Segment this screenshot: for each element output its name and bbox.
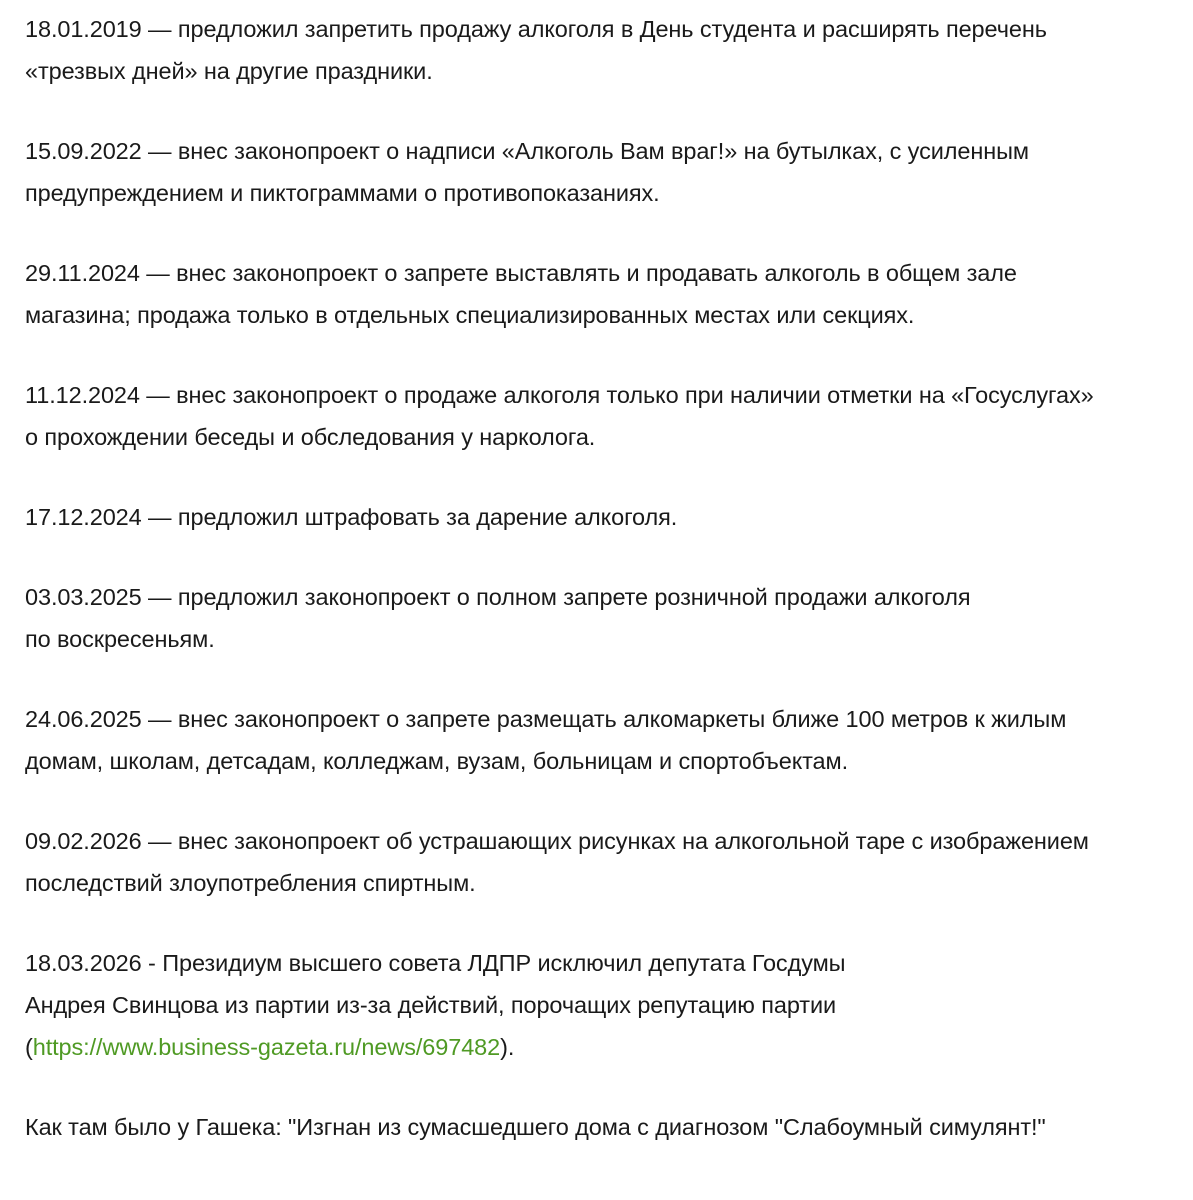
timeline-entry-2024-12-11 bbox=[25, 374, 1193, 458]
closing-quote bbox=[25, 1106, 1193, 1148]
entry-line: по воскресеньям. bbox=[25, 626, 215, 652]
link-close-paren: ). bbox=[500, 1034, 515, 1060]
entry-line: «трезвых дней» на другие праздники. bbox=[25, 58, 433, 84]
entry-line: предупреждением и пиктограммами о противопоказаниях. bbox=[25, 180, 660, 206]
entry-line: 17.12.2024 — предложил штрафовать за дарение алкоголя. bbox=[25, 504, 678, 530]
timeline-entry-2025-06-24 bbox=[25, 698, 1193, 782]
entry-line: последствий злоупотребления спиртным. bbox=[25, 870, 476, 896]
timeline-entry-2026-02-09 bbox=[25, 820, 1193, 904]
link-open-paren: ( bbox=[25, 1034, 33, 1060]
timeline-entry-2019-01-18 bbox=[25, 8, 1193, 92]
timeline-entry-2024-11-29 bbox=[25, 252, 1193, 336]
timeline-entry-2022-09-15 bbox=[25, 130, 1193, 214]
entry-line: о прохождении беседы и обследования у нарколога. bbox=[25, 424, 596, 450]
entry-line: 18.01.2019 — предложил запретить продажу алкоголя в День студента и расширять перечень bbox=[25, 16, 1047, 42]
quote-line: Как там было у Гашека: "Изгнан из сумасшедшего дома с диагнозом "Слабоумный симулянт!" bbox=[25, 1114, 1046, 1140]
entry-line: 24.06.2025 — внес законопроект о запрете размещать алкомаркеты ближе 100 метров к жилым bbox=[25, 706, 1067, 732]
entry-line-with-link bbox=[25, 1026, 1193, 1068]
entry-line: домам, школам, детсадам, колледжам, вузам, больницам и спортобъектам. bbox=[25, 748, 849, 774]
entry-line: 03.03.2025 — предложил законопроект о полном запрете розничной продажи алкоголя bbox=[25, 584, 971, 610]
timeline-entry-2024-12-17 bbox=[25, 496, 1193, 538]
entry-line: 11.12.2024 — внес законопроект о продаже алкоголя только при наличии отметки на «Госуслугах» bbox=[25, 382, 1094, 408]
entry-line: 09.02.2026 — внес законопроект об устрашающих рисунках на алкогольной таре с изображением bbox=[25, 828, 1089, 854]
entry-line: 29.11.2024 — внес законопроект о запрете выставлять и продавать алкоголь в общем зале bbox=[25, 260, 1017, 286]
timeline-entry-2026-03-18 bbox=[25, 942, 1193, 1068]
entry-line: 15.09.2022 — внес законопроект о надписи «Алкоголь Вам враг!» на бутылках, с усиленным bbox=[25, 138, 1029, 164]
timeline-entry-2025-03-03 bbox=[25, 576, 1193, 660]
entry-line: 18.03.2026 - Президиум высшего совета ЛДПР исключил депутата Госдумы bbox=[25, 950, 846, 976]
source-link[interactable]: https://www.business-gazeta.ru/news/697482 bbox=[32, 1034, 501, 1060]
entry-line: Андрея Свинцова из партии из-за действий, порочащих репутацию партии bbox=[25, 992, 837, 1018]
entry-line: магазина; продажа только в отдельных специализированных местах или секциях. bbox=[25, 302, 915, 328]
